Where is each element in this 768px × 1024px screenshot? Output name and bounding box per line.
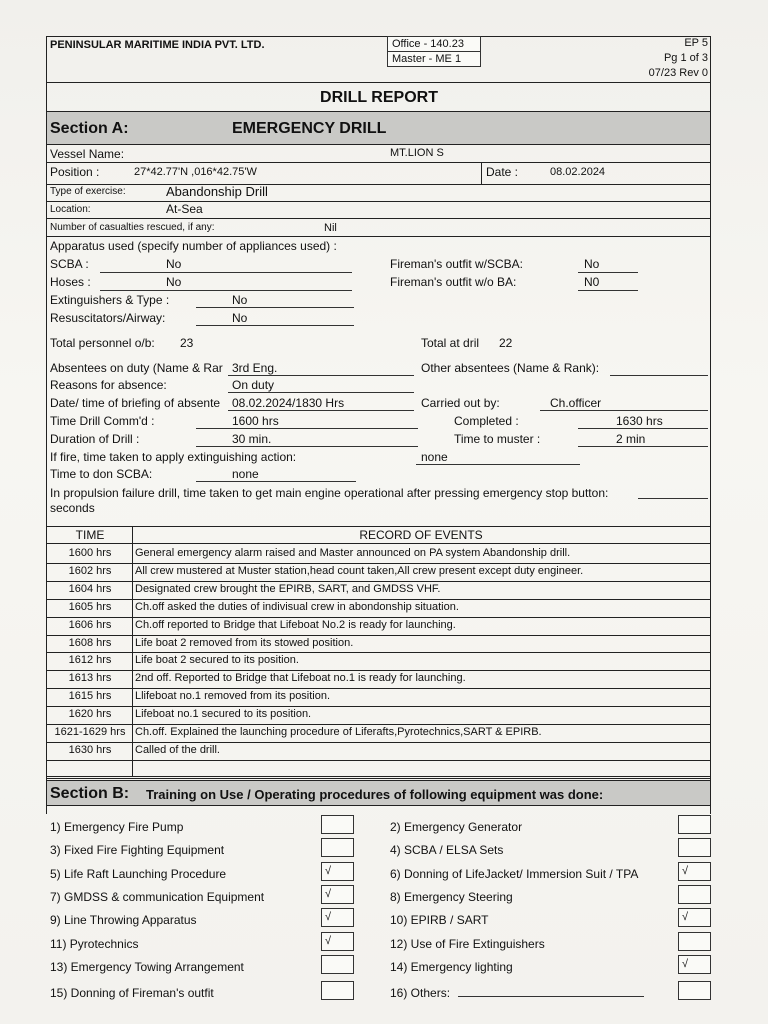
position-value: 27*42.77'N ,016*42.75'W <box>134 166 257 178</box>
event-time: 1615 hrs <box>68 690 112 703</box>
training-checkbox[interactable] <box>321 955 354 974</box>
scba-label: SCBA : <box>50 257 89 271</box>
training-item-label: 6) Donning of LifeJacket/ Immersion Suit / TPA <box>390 867 639 881</box>
event-row-line <box>46 617 711 618</box>
training-checkbox[interactable]: √ <box>678 862 711 881</box>
training-item-label: 9) Line Throwing Apparatus <box>50 913 197 927</box>
event-time: 1620 hrs <box>68 708 112 721</box>
duration-label: Duration of Drill : <box>50 432 140 446</box>
event-description: Ch.off. Explained the launching procedure of Liferafts,Pyrotechnics,SART & EPIRB. <box>135 726 542 738</box>
exercise-value: Abandonship Drill <box>166 184 268 199</box>
events-header-divider <box>46 543 711 544</box>
reasons-label: Reasons for absence: <box>50 378 167 392</box>
fireman-noba-value: N0 <box>584 275 600 289</box>
event-time: 1600 hrs <box>68 547 112 559</box>
event-row-line <box>46 563 711 564</box>
fireman-scba-value: No <box>584 257 600 271</box>
hoses-value: No <box>166 275 182 289</box>
duration-underline <box>196 446 418 447</box>
event-description: Life boat 2 secured to its position. <box>135 654 299 667</box>
extinguishers-value: No <box>232 293 248 307</box>
row-line <box>46 184 711 185</box>
row-line <box>46 218 711 219</box>
extinguishers-label: Extinguishers & Type : <box>50 293 170 307</box>
master-code: Master - ME 1 <box>387 51 481 67</box>
section-b-label: Section B: <box>50 785 130 802</box>
company-name: PENINSULAR MARITIME INDIA PVT. LTD. <box>50 39 265 51</box>
section-a-label: Section A: <box>50 120 129 137</box>
absentees-value: 3rd Eng. <box>232 361 278 375</box>
event-row-line <box>46 724 711 725</box>
event-row-line <box>46 778 711 779</box>
training-item-label: 11) Pyrotechnics <box>50 937 139 951</box>
training-checkbox[interactable]: √ <box>678 955 711 974</box>
carried-label: Carried out by: <box>421 396 500 410</box>
event-row-line <box>46 742 711 743</box>
propulsion-underline <box>638 498 708 499</box>
page-number: Pg 1 of 3 <box>663 52 708 64</box>
event-description: 2nd off. Reported to Bridge that Lifeboat no.1 is ready for launching. <box>135 672 466 685</box>
event-time: 1630 hrs <box>68 743 112 756</box>
resuscitators-label: Resuscitators/Airway: <box>50 311 166 325</box>
report-title: DRILL REPORT <box>320 89 438 106</box>
total-drill-label: Total at dril <box>421 336 480 350</box>
training-item-label: 12) Use of Fire Extinguishers <box>390 937 545 951</box>
carried-underline <box>540 410 708 411</box>
resuscitators-value: No <box>232 311 248 325</box>
event-description: General emergency alarm raised and Master announced on PA system Abandonship drill. <box>135 547 571 559</box>
vessel-name-label: Vessel Name: <box>50 147 125 161</box>
commenced-underline <box>196 428 418 429</box>
hoses-underline <box>100 290 352 291</box>
event-description: Designated crew brought the EPIRB, SART, and GMDSS VHF. <box>135 582 441 595</box>
vessel-name-value: MT.LION S <box>390 147 444 159</box>
training-checkbox[interactable] <box>321 838 354 857</box>
event-description: Ch.off reported to Bridge that Lifeboat No.2 is ready for launching. <box>135 618 456 631</box>
other-absentees-label: Other absentees (Name & Rank): <box>421 361 600 375</box>
event-time: 1602 hrs <box>68 564 112 577</box>
duration-value: 30 min. <box>232 432 272 446</box>
event-row-line <box>46 670 711 671</box>
scba-value: No <box>166 257 182 271</box>
hoses-label: Hoses : <box>50 275 91 289</box>
absentees-underline <box>228 375 414 376</box>
other-absentees-underline <box>610 375 708 376</box>
event-description: Life boat 2 removed from its stowed position. <box>135 636 354 649</box>
row-line <box>46 236 711 237</box>
training-checkbox[interactable]: √ <box>321 885 354 904</box>
training-checkbox[interactable] <box>678 981 711 1000</box>
training-item-label: 15) Donning of Fireman's outfit <box>50 986 214 1000</box>
event-row-line <box>46 688 711 689</box>
briefing-underline <box>228 410 414 411</box>
events-bottom-border <box>46 776 711 777</box>
date-value: 08.02.2024 <box>550 166 606 178</box>
propulsion-label: In propulsion failure drill, time taken to get main engine operational after pressing emergency stop button: <box>50 486 609 500</box>
training-checkbox[interactable] <box>678 885 711 904</box>
event-row-line <box>46 760 711 761</box>
personnel-label: Total personnel o/b: <box>50 336 155 350</box>
briefing-label: Date/ time of briefing of absente <box>50 396 221 410</box>
event-row-line <box>46 706 711 707</box>
training-item-label: 5) Life Raft Launching Procedure <box>50 867 227 881</box>
events-record-header: RECORD OF EVENTS <box>359 528 483 542</box>
header-divider <box>46 82 711 83</box>
total-drill-value: 22 <box>499 336 513 350</box>
training-checkbox[interactable] <box>321 981 354 1000</box>
briefing-value: 08.02.2024/1830 Hrs <box>232 396 345 410</box>
training-checkbox[interactable] <box>678 815 711 834</box>
completed-value: 1630 hrs <box>616 414 663 428</box>
others-underline <box>458 996 644 997</box>
training-item-label: 1) Emergency Fire Pump <box>50 820 184 834</box>
fire-action-underline <box>416 464 580 465</box>
event-time: 1604 hrs <box>68 582 112 595</box>
revision: 07/23 Rev 0 <box>648 67 708 79</box>
section-b-divider <box>46 805 711 806</box>
resuscitators-underline <box>196 325 354 326</box>
training-item-label: 8) Emergency Steering <box>390 890 513 904</box>
event-description: Llifeboat no.1 removed from its position. <box>135 690 331 703</box>
casualties-value: Nil <box>324 222 337 234</box>
event-description: All crew mustered at Muster station,head count taken,All crew present except duty engineer. <box>135 564 584 577</box>
event-time: 1605 hrs <box>68 600 112 613</box>
completed-label: Completed : <box>454 414 519 428</box>
training-item-label: 14) Emergency lighting <box>390 960 513 974</box>
completed-underline <box>578 428 708 429</box>
reasons-value: On duty <box>232 378 275 392</box>
training-checkbox[interactable] <box>678 838 711 857</box>
training-checkbox[interactable] <box>678 932 711 951</box>
seconds-label: seconds <box>50 501 95 515</box>
section-a-title: EMERGENCY DRILL <box>232 120 387 137</box>
fireman-noba-underline <box>578 290 638 291</box>
training-checkbox[interactable]: √ <box>321 932 354 951</box>
fireman-noba-label: Fireman's outfit w/o BA: <box>390 275 517 289</box>
muster-value: 2 min <box>616 432 646 446</box>
drill-commenced-label: Time Drill Comm'd : <box>50 414 155 428</box>
training-item-label: 13) Emergency Towing Arrangement <box>50 960 244 974</box>
event-description: Called of the drill. <box>135 743 220 756</box>
don-scba-value: none <box>232 467 259 481</box>
event-row-line <box>46 599 711 600</box>
reasons-underline <box>228 392 414 393</box>
training-item-label: 2) Emergency Generator <box>390 820 523 834</box>
training-item-label: 3) Fixed Fire Fighting Equipment <box>50 843 225 857</box>
event-row-line <box>46 652 711 653</box>
location-value: At-Sea <box>166 202 203 216</box>
personnel-value: 23 <box>180 336 194 350</box>
event-time: 1606 hrs <box>68 618 112 631</box>
fire-action-value: none <box>421 450 448 464</box>
event-time: 1612 hrs <box>68 654 112 667</box>
drill-commenced-value: 1600 hrs <box>232 414 279 428</box>
don-scba-underline <box>196 481 356 482</box>
date-divider <box>481 162 482 184</box>
position-label: Position : <box>50 165 100 179</box>
casualties-label: Number of casualties rescued, if any: <box>50 222 215 233</box>
form-right-border <box>710 36 711 814</box>
event-description: Ch.off asked the duties of indivisual crew in abondonship situation. <box>135 600 459 613</box>
fireman-scba-label: Fireman's outfit w/SCBA: <box>390 257 523 271</box>
office-code: Office - 140.23 <box>387 36 481 52</box>
date-label: Date : <box>486 165 519 179</box>
event-time: 1621-1629 hrs <box>54 726 126 738</box>
event-time: 1608 hrs <box>68 636 112 649</box>
don-scba-label: Time to don SCBA: <box>50 467 153 481</box>
extinguishers-underline <box>196 307 354 308</box>
training-checkbox[interactable] <box>321 815 354 834</box>
apparatus-label: Apparatus used (specify number of appliances used) : <box>50 239 337 253</box>
section-b-top <box>46 780 711 781</box>
training-item-label: 16) Others: <box>390 986 451 1000</box>
muster-underline <box>578 446 708 447</box>
event-row-line <box>46 635 711 636</box>
event-description: Lifeboat no.1 secured to its position. <box>135 708 312 721</box>
fireman-scba-underline <box>578 272 638 273</box>
training-checkbox[interactable]: √ <box>321 908 354 927</box>
events-time-header: TIME <box>75 528 105 542</box>
event-time: 1613 hrs <box>68 672 112 685</box>
header-top-border <box>46 36 711 37</box>
absentees-label: Absentees on duty (Name & Rar <box>50 361 223 375</box>
scba-underline <box>100 272 352 273</box>
row-line <box>46 201 711 202</box>
carried-value: Ch.officer <box>550 396 602 410</box>
events-top-border <box>46 526 711 527</box>
exercise-label: Type of exercise: <box>50 186 126 197</box>
doc-code: EP 5 <box>684 37 708 49</box>
event-row-line <box>46 581 711 582</box>
training-item-label: 7) GMDSS & communication Equipment <box>50 890 265 904</box>
fire-action-label: If fire, time taken to apply extinguishing action: <box>50 450 297 464</box>
location-label: Location: <box>50 204 91 215</box>
section-b-title: Training on Use / Operating procedures of following equipment was done: <box>146 787 604 802</box>
muster-label: Time to muster : <box>454 432 541 446</box>
training-item-label: 10) EPIRB / SART <box>390 913 489 927</box>
training-checkbox[interactable]: √ <box>321 862 354 881</box>
section-a-divider <box>46 144 711 145</box>
training-item-label: 4) SCBA / ELSA Sets <box>390 843 504 857</box>
training-checkbox[interactable]: √ <box>678 908 711 927</box>
form-left-border <box>46 36 47 814</box>
row-line <box>46 162 711 163</box>
